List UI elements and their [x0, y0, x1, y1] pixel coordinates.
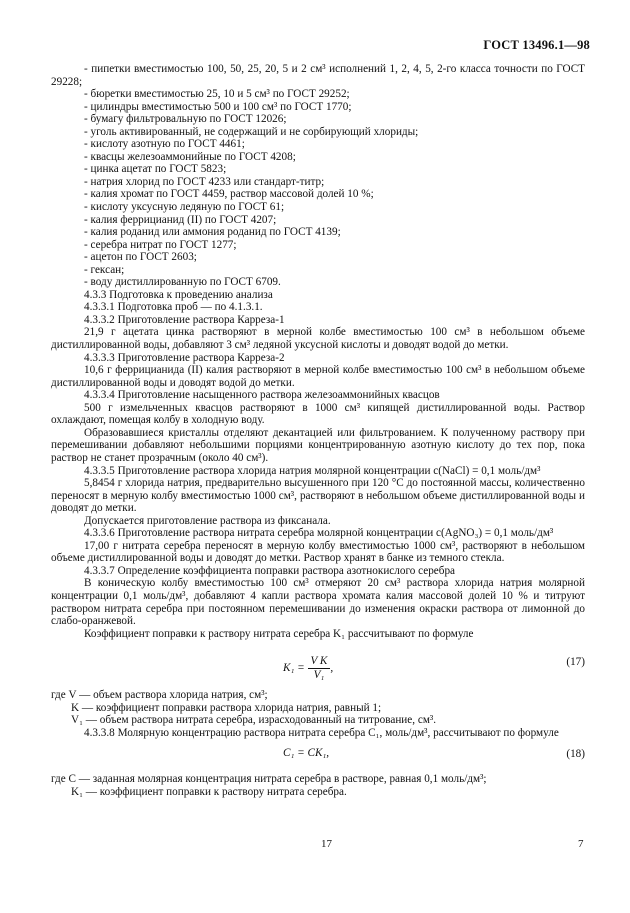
list-item: - бюретки вместимостью 25, 10 и 5 см³ по ГОСТ 29252;	[84, 88, 350, 101]
section-heading: 4.3.3.1 Подготовка проб — по 4.1.3.1.	[84, 301, 263, 314]
formula-number: (18)	[566, 748, 585, 761]
section-heading: 4.3.3.2 Приготовление раствора Карреза-1	[84, 313, 285, 326]
definition-item: K₁ — коэффициент поправки к раствору нитрата серебра.	[71, 785, 347, 798]
definition-item: где V — объем раствора хлорида натрия, см³;	[51, 689, 268, 702]
list-item: - уголь активированный, не содержащий и не сорбирующий хлориды;	[84, 125, 419, 138]
section-heading: 4.3.3.7 Определение коэффициента поправки раствора азотнокислого серебра	[84, 564, 456, 577]
list-item: - гексан;	[84, 263, 125, 276]
paragraph: 21,9 г ацетата цинка растворяют в мерной колбе вместимостью 100 см³ в небольшом объеме дистиллированной воды, добавляют 3 см³ ледяной уксусной кислоты и доводят водой до метки.	[51, 326, 585, 352]
formula-expression	[283, 655, 333, 682]
definition-item: где C — заданная молярная концентрация нитрата серебра в растворе, равная 0,1 моль/дм³;	[51, 773, 487, 786]
formula-fraction	[308, 655, 334, 682]
list-item: - воду дистиллированную по ГОСТ 6709.	[84, 276, 281, 289]
definition-item: V₁ — объем раствора нитрата серебра, израсходованный на титрование, см³.	[71, 714, 437, 727]
paragraph: Образовавшиеся кристаллы отделяют декантацией или фильтрованием. К полученному раствору при перемешивании добавляют небольшими порциями концентрированную азотную кислоту до тех пор, пока раствор не станет прозрачным (около 40 см³).	[51, 426, 585, 464]
formula-tail: ,	[330, 662, 334, 675]
section-heading: 4.3.3 Подготовка к проведению анализа	[84, 288, 273, 301]
paragraph: 10,6 г феррицианида (II) калия растворяют в мерной колбе вместимостью 100 см³ в небольшом объеме дистиллированной воды и доводят водой до метки.	[51, 364, 585, 389]
section-heading: 4.3.3.6 Приготовление раствора нитрата серебра молярной концентрации c(AgNO₃) = 0,1 моль/дм³	[84, 527, 554, 540]
list-item: - калия феррицианид (II) по ГОСТ 4207;	[84, 213, 277, 226]
sheet-number: 7	[578, 838, 584, 850]
list-item: - ацетон по ГОСТ 2603;	[84, 251, 197, 264]
paragraph: 5,8454 г хлорида натрия, предварительно высушенного при 120 °С до постоянной массы, количественно переносят в мерную колбу вместимостью 1000 см³, растворяют в небольшом объеме дистиллированной воды и доводят до метки.	[51, 477, 585, 515]
formula-lhs: K₁ =	[283, 662, 305, 675]
section-heading: 4.3.3.4 Приготовление насыщенного раствора железоаммонийных квасцов	[84, 389, 440, 402]
page-header-title: ГОСТ 13496.1—98	[483, 38, 590, 52]
document-body	[51, 63, 585, 798]
list-item: - калия хромат по ГОСТ 4459, раствор массовой долей 10 %;	[84, 188, 374, 201]
list-item: - натрия хлорид по ГОСТ 4233 или стандарт-титр;	[84, 175, 325, 188]
paragraph: 500 г измельченных квасцов растворяют в 1000 см³ кипящей дистиллированной воды. Раствор охлаждают, помещая колбу в холодную воду.	[51, 401, 585, 427]
paragraph: 4.3.3.8 Молярную концентрацию раствора нитрата серебра C₁, моль/дм³, рассчитывают по формуле	[84, 726, 559, 739]
formula-17	[51, 647, 585, 689]
paragraph: Допускается приготовление раствора из фиксанала.	[84, 514, 331, 527]
paragraph: 17,00 г нитрата серебра переносят в мерную колбу вместимостью 1000 см³, растворяют в небольшом объеме дистиллированной воды и доводят до метки. Раствор хранят в банке из темного стекла.	[51, 539, 585, 565]
formula-numerator: V K	[308, 655, 331, 669]
paragraph: Коэффициент поправки к раствору нитрата серебра K₁ рассчитывают по формуле	[84, 627, 474, 640]
list-item: - цинка ацетат по ГОСТ 5823;	[84, 163, 227, 176]
list-item: - квасцы железоаммонийные по ГОСТ 4208;	[84, 150, 296, 163]
section-heading: 4.3.3.3 Приготовление раствора Карреза-2	[84, 351, 285, 364]
formula-expression: C₁ = CK₁,	[283, 747, 330, 760]
list-item: - кислоту азотную по ГОСТ 4461;	[84, 138, 245, 151]
definition-item: K — коэффициент поправки раствора хлорида натрия, равный 1;	[71, 701, 382, 714]
list-item: - цилиндры вместимостью 500 и 100 см³ по ГОСТ 1770;	[84, 100, 352, 113]
list-item: - калия роданид или аммония роданид по ГОСТ 4139;	[84, 226, 341, 239]
list-item: - пипетки вместимостью 100, 50, 25, 20, 5 и 2 см³ исполнений 1, 2, 4, 5, 2-го класса точности по ГОСТ 29228;	[51, 63, 585, 88]
list-item: - кислоту уксусную ледяную по ГОСТ 61;	[84, 201, 285, 214]
page-number: 17	[321, 838, 332, 850]
formula-number: (17)	[566, 656, 585, 669]
paragraph: В коническую колбу вместимостью 100 см³ отмеряют 20 см³ раствора хлорида натрия молярной концентрации 0,1 моль/дм³, добавляют 4 капли раствора хромата калия массовой долей 10 % и титруют раствором нитрата серебра при постоянном перемешивании до изменения окраски раствора от лимонной до слабо-оранжевой.	[51, 577, 585, 628]
section-heading: 4.3.3.5 Приготовление раствора хлорида натрия молярной концентрации c(NaCl) = 0,1 моль/дм³	[84, 464, 541, 477]
formula-18	[51, 739, 585, 773]
formula-denominator: V₁	[313, 669, 325, 682]
list-item: - бумагу фильтровальную по ГОСТ 12026;	[84, 113, 287, 126]
list-item: - серебра нитрат по ГОСТ 1277;	[84, 238, 237, 251]
